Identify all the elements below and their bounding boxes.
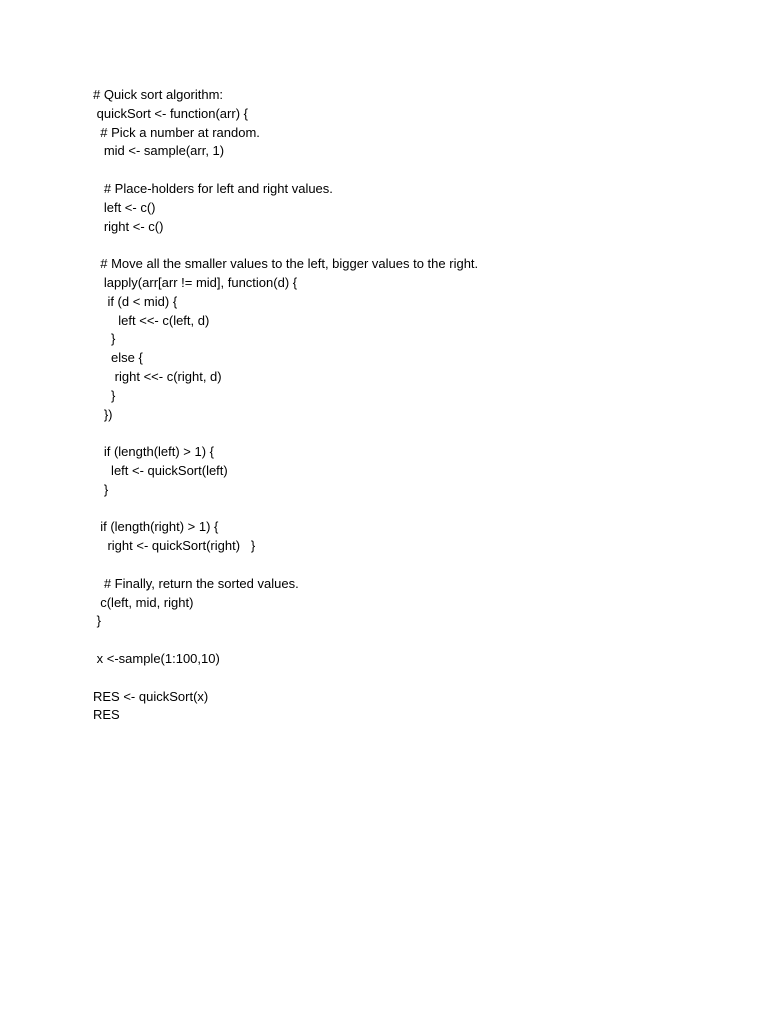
code-line: quickSort <- function(arr) {	[93, 105, 248, 121]
code-line: }	[93, 613, 101, 629]
code-line: # Finally, return the sorted values.	[93, 575, 299, 591]
code-line: left <<- c(left, d)	[93, 312, 210, 328]
code-line	[93, 556, 733, 575]
code-line: if (d < mid) {	[93, 293, 178, 309]
code-line	[93, 236, 733, 255]
code-line: # Place-holders for left and right values.	[93, 180, 333, 196]
code-line: # Pick a number at random.	[93, 124, 260, 140]
code-line: })	[93, 406, 113, 422]
code-block	[93, 86, 733, 725]
code-line: right <<- c(right, d)	[93, 368, 222, 384]
code-line: x <-sample(1:100,10)	[93, 650, 220, 666]
code-line: else {	[93, 350, 143, 366]
code-line: right <- c()	[93, 218, 164, 234]
code-line: mid <- sample(arr, 1)	[93, 143, 225, 159]
code-line: c(left, mid, right)	[93, 594, 194, 610]
code-line	[93, 669, 733, 688]
code-line: }	[93, 331, 116, 347]
code-line: RES	[93, 707, 120, 723]
code-line	[93, 631, 733, 650]
code-line	[93, 161, 733, 180]
code-line: }	[93, 387, 116, 403]
code-line: if (length(left) > 1) {	[93, 444, 215, 460]
code-line: if (length(right) > 1) {	[93, 519, 219, 535]
code-line	[93, 424, 733, 443]
code-line: }	[93, 481, 109, 497]
code-line	[93, 500, 733, 519]
code-line: right <- quickSort(right) }	[93, 538, 256, 554]
code-line: # Move all the smaller values to the left, bigger values to the right.	[93, 256, 479, 272]
code-line: lapply(arr[arr != mid], function(d) {	[93, 274, 298, 290]
code-line: RES <- quickSort(x)	[93, 688, 209, 704]
code-line: left <- quickSort(left)	[93, 462, 228, 478]
code-line: # Quick sort algorithm:	[93, 87, 224, 102]
code-line: left <- c()	[93, 199, 156, 215]
